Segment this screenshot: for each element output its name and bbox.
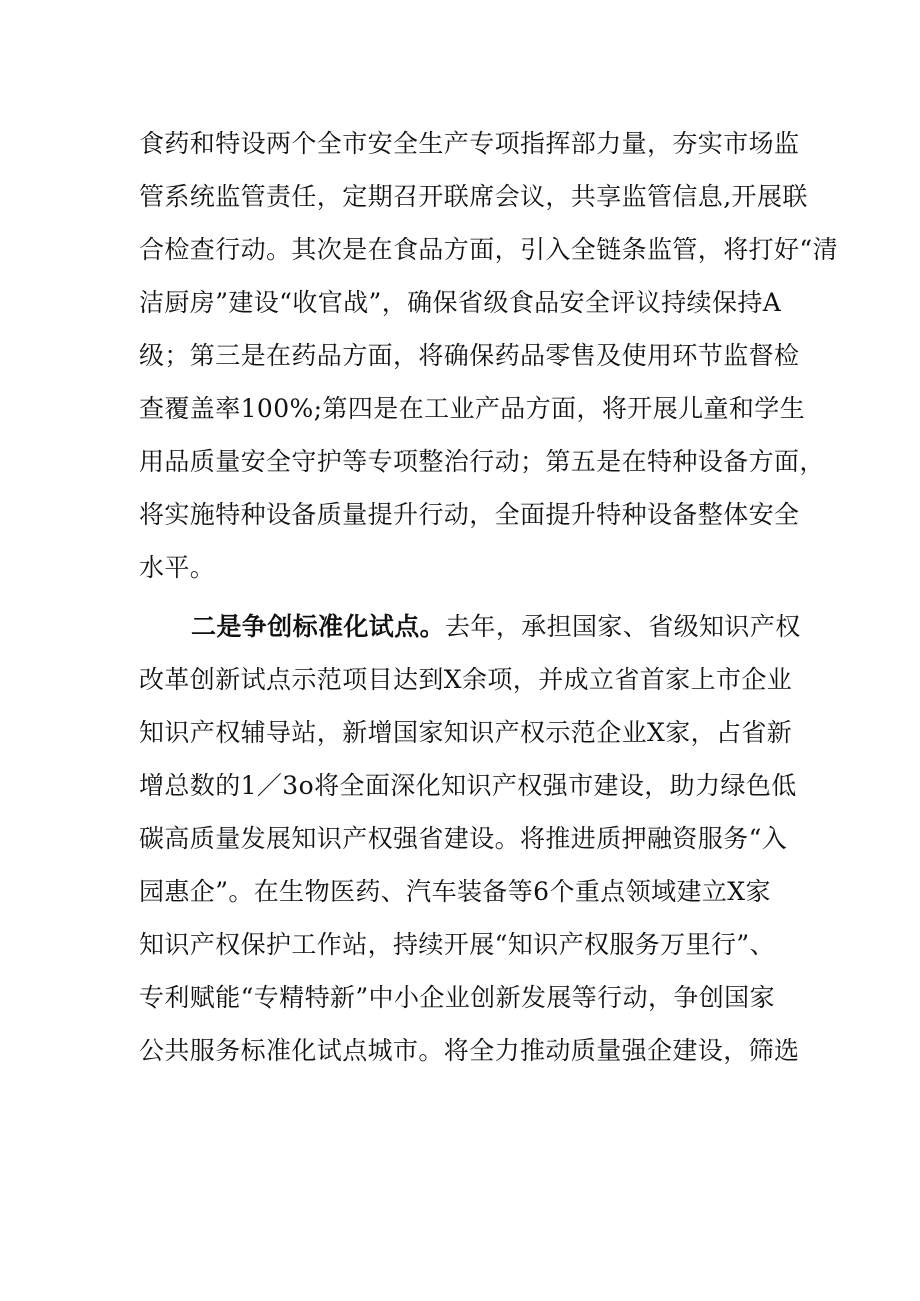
text-line: 专利赋能“专精特新”中小企业创新发展等行动，争创国家 bbox=[139, 983, 775, 1012]
text-line: 改革创新试点示范项目达到X余项，并成立省首家上市企业 bbox=[139, 665, 793, 694]
text-line: 水平。 bbox=[139, 553, 216, 582]
text-line: 园惠企”。在生物医药、汽车装备等6个重点领域建立X家 bbox=[139, 877, 771, 906]
text-line: 洁厨房”建设“收官战”，确保省级食品安全评议持续保持A bbox=[139, 288, 782, 317]
text-line: 增总数的1／3o将全面深化知识产权强市建设，助力绿色低 bbox=[139, 771, 797, 800]
text-line: 将实施特种设备质量提升行动，全面提升特种设备整体安全 bbox=[139, 500, 800, 529]
text-line: 查覆盖率100%;第四是在工业产品方面，将开展儿童和学生 bbox=[139, 394, 806, 423]
text-line: 公共服务标准化试点城市。将全力推动质量强企建设，筛选 bbox=[139, 1036, 800, 1065]
text-line: 知识产权保护工作站，持续开展“知识产权服务万里行”、 bbox=[139, 930, 775, 959]
paragraph-text: 去年，承担国家、省级知识产权 bbox=[445, 612, 801, 641]
text-line: 知识产权辅导站，新增国家知识产权示范企业X家，占省新 bbox=[139, 718, 793, 747]
text-line: 级；第三是在药品方面，将确保药品零售及使用环节监督检 bbox=[139, 341, 800, 370]
text-line: 合检查行动。其次是在食品方面，引入全链条监管，将打好“清 bbox=[139, 235, 838, 264]
paragraph-heading: 二是争创标准化试点。 bbox=[191, 612, 446, 641]
text-line: 用品质量安全守护等专项整治行动；第五是在特种设备方面， bbox=[139, 447, 825, 476]
paragraph-first-line bbox=[191, 607, 801, 647]
text-line: 食药和特设两个全市安全生产专项指挥部力量，夯实市场监 bbox=[139, 129, 800, 158]
text-line: 碳高质量发展知识产权强省建设。将推进质押融资服务“入 bbox=[139, 824, 788, 853]
text-line: 管系统监管责任，定期召开联席会议，共享监管信息,开展联 bbox=[139, 182, 808, 211]
